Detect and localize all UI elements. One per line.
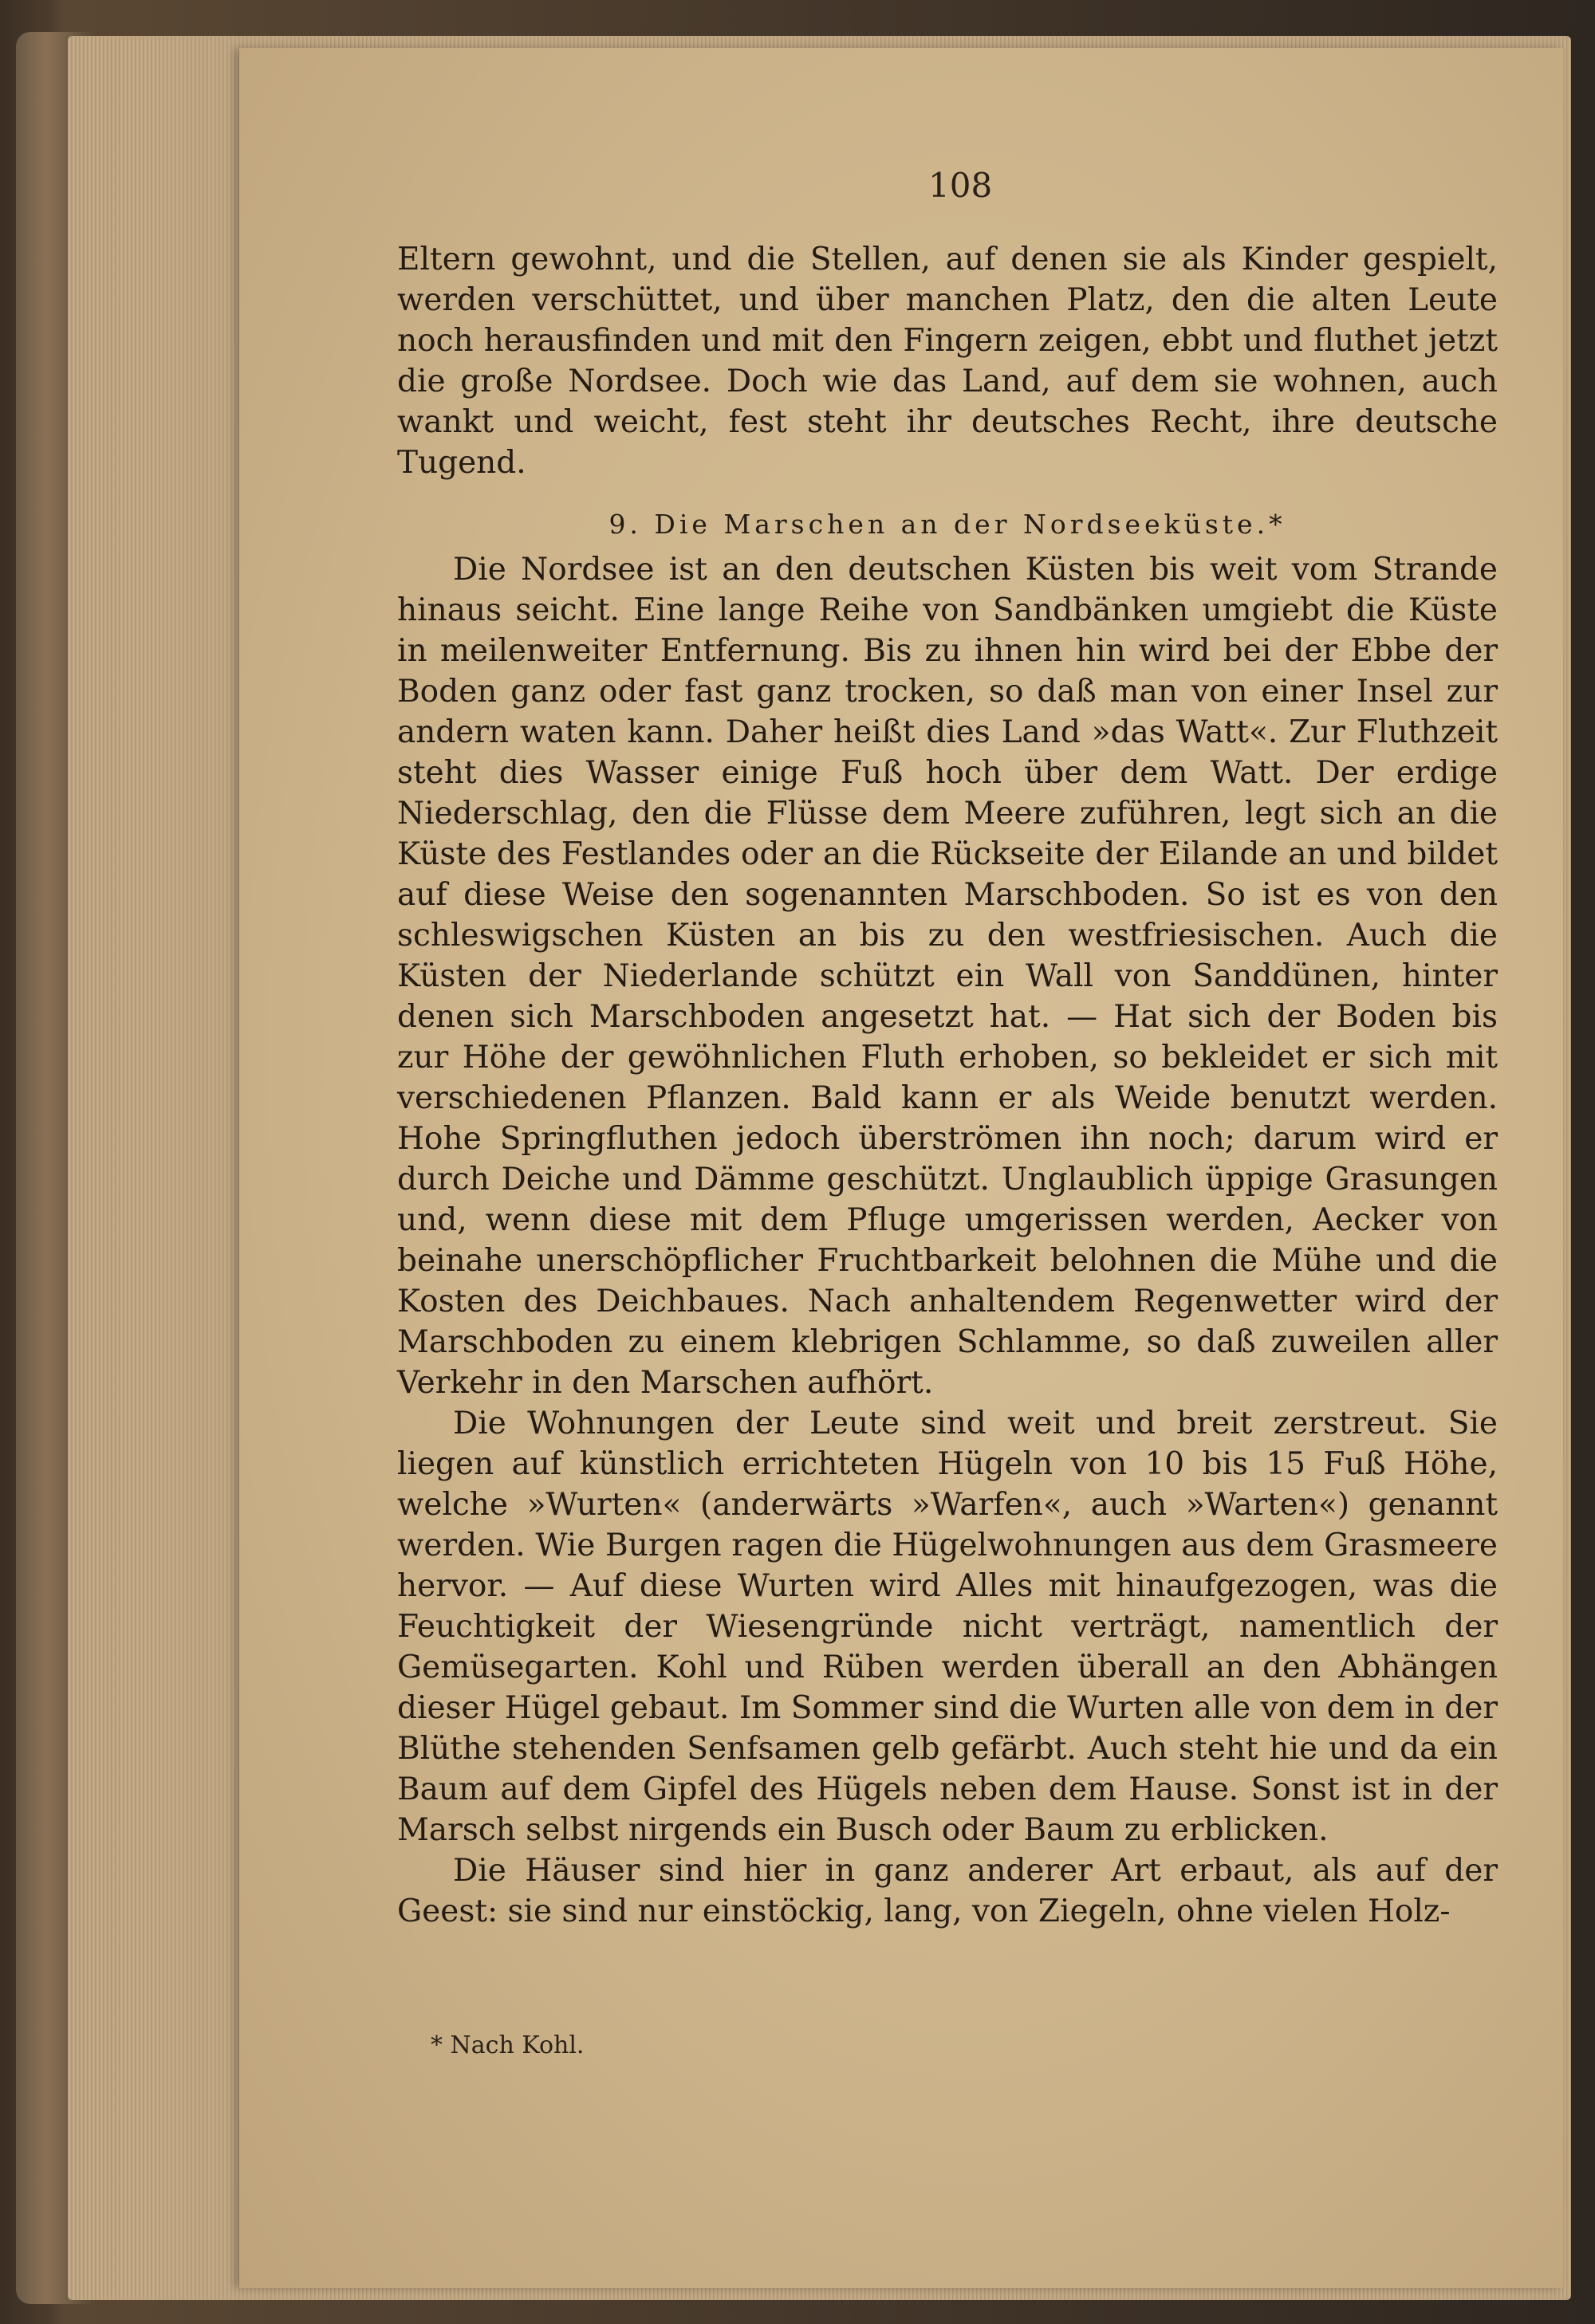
- paragraph: Die Nordsee ist an den deutschen Küsten bis weit vom Strande hinaus seicht. Eine lange Reihe von Sandbänken umgiebt die Küste in meilenweiter Entfernung. Bis zu ihnen hin wird bei der Ebbe der Boden ganz oder fast ganz trocken, so daß man von einer Insel zur andern waten kann. Daher heißt dies Land »das Watt«. Zur Fluthzeit steht dies Wasser einige Fuß hoch über dem Watt. Der erdige Niederschlag, den die Flüsse dem Meere zuführen, legt sich an die Küste des Festlandes oder an die Rückseite der Eilande an und bildet auf diese Weise den sogenannten Marschboden. So ist es von den schleswigschen Küsten an bis zu den westfriesischen. Auch die Küsten der Niederlande schützt ein Wall von Sanddünen, hinter denen sich Marschboden angesetzt hat. — Hat sich der Boden bis zur Höhe der gewöhnlichen Fluth erhoben, so bekleidet er sich mit verschiedenen Pflanzen. Bald kann er als Weide benutzt werden. Hohe Springfluthen jedoch überströmen ihn noch; darum wird er durch Deiche und Dämme geschützt. Unglaublich üppige Grasungen und, wenn diese mit dem Pfluge umgerissen werden, Aecker von beinahe unerschöpflicher Fruchtbarkeit belohnen die Mühe und die Kosten des Deichbaues. Nach anhaltendem Regenwetter wird der Marschboden zu einem klebrigen Schlamme, so daß zuweilen aller Verkehr in den Marschen aufhört.: [397, 552, 1498, 1401]
- page-text: [397, 239, 1498, 1932]
- page-number: 108: [928, 166, 993, 205]
- paragraph: Die Häuser sind hier in ganz anderer Art erbaut, als auf der Geest: sie sind nur einstöckig, lang, von Ziegeln, ohne vielen Holz-: [397, 1853, 1498, 1929]
- paragraph: Die Wohnungen der Leute sind weit und breit zerstreut. Sie liegen auf künstlich errichteten Hügeln von 10 bis 15 Fuß Höhe, welche »Wurten« (anderwärts »Warfen«, auch »Warten«) genannt werden. Wie Burgen ragen die Hügelwohnungen aus dem Grasmeere hervor. — Auf diese Wurten wird Alles mit hinaufgezogen, was die Feuchtigkeit der Wiesengründe nicht verträgt, namentlich der Gemüsegarten. Kohl und Rüben werden überall an den Abhängen dieser Hügel gebaut. Im Sommer sind die Wurten alle von dem in der Blüthe stehenden Senfsamen gelb gefärbt. Auch steht hie und da ein Baum auf dem Gipfel des Hügels neben dem Hause. Sonst ist in der Marsch selbst nirgends ein Busch oder Baum zu erblicken.: [397, 1406, 1498, 1848]
- paragraph-continuation: Eltern gewohnt, und die Stellen, auf denen sie als Kinder gespielt, werden verschüttet, und über manchen Platz, den die alten Leute noch herausfinden und mit den Fingern zeigen, ebbt und fluthet jetzt die große Nordsee. Doch wie das Land, auf dem sie wohnen, auch wankt und weicht, fest steht ihr deutsches Recht, ihre deutsche Tugend.: [397, 242, 1498, 481]
- footnote: * Nach Kohl.: [431, 2031, 585, 2059]
- section-heading: 9. Die Marschen an der Nordseeküste.*: [608, 509, 1286, 540]
